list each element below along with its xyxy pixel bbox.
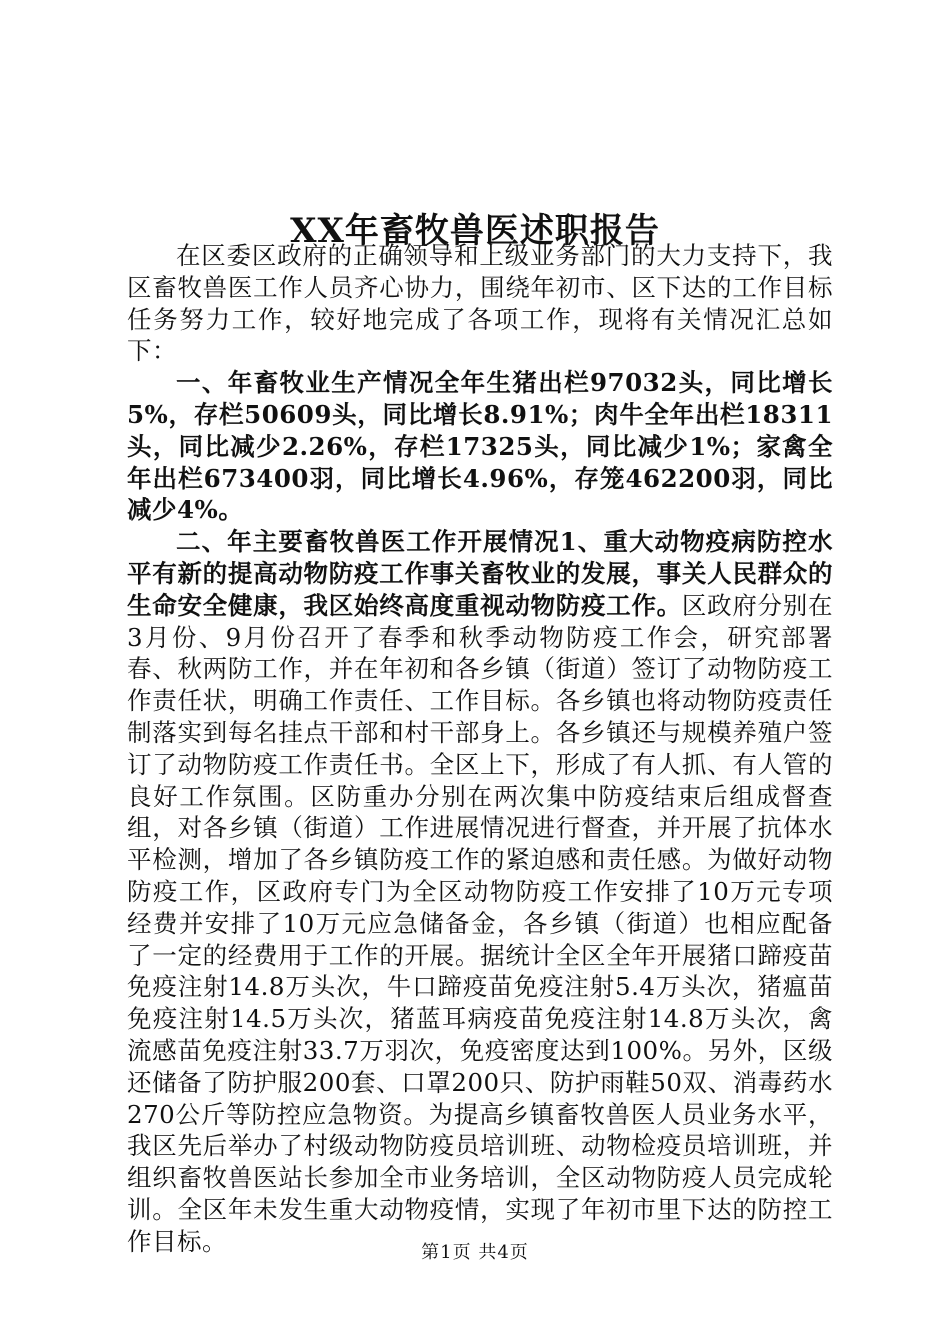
document-title: XX年畜牧兽医述职报告 bbox=[290, 210, 660, 251]
section-2-paragraph bbox=[127, 526, 833, 1257]
section-2-body: 区政府分别在3月份、9月份召开了春季和秋季动物防疫工作会，研究部署春、秋两防工作，并在年初和各乡镇（街道）签订了动物防疫工作责任状，明确工作责任、工作目标。各乡镇也将动物防疫责任制落实到每名挂点干部和村干部身上。各乡镇还与规模养殖户签订了动物防疫工作责任书。全区上下，形成了有人抓、有人管的良好工作氛围。区防重办分别在两次集中防疫结束后组成督查组，对各乡镇（街道）工作进展情况进行督查，并开展了抗体水平检测，增加了各乡镇防疫工作的紧迫感和责任感。为做好动物防疫工作，区政府专门为全区动物防疫工作安排了10万元专项经费并安排了10万元应急储备金，各乡镇（街道）也相应配备了一定的经费用于工作的开展。据统计全区全年开展猪口蹄疫苗免疫注射14.8万头次，牛口蹄疫苗免疫注射5.4万头次，猪瘟苗免疫注射14.5万头次，猪蓝耳病疫苗免疫注射14.8万头次，禽流感苗免疫注射33.7万羽次，免疫密度达到100%。另外，区级还储备了防护服200套、口罩200只、防护雨鞋50双、消毒药水270公斤等防控应急物资。为提高乡镇畜牧兽医人员业务水平，我区先后举办了村级动物防疫员培训班、动物检疫员培训班，并组织畜牧兽医站长参加全市业务培训，全区动物防疫人员完成轮训。全区年未发生重大动物疫情，实现了年初市里下达的防控工作目标。 bbox=[127, 590, 834, 1256]
page-footer: 第1页 共4页 bbox=[421, 1242, 529, 1263]
section-1-paragraph: 一、年畜牧业生产情况全年生猪出栏97032头，同比增长5%，存栏50609头，同比增长8.91%；肉牛全年出栏18311头，同比减少2.26%，存栏17325头，同比减少1%；家禽全年出栏673400羽，同比增长4.96%，存笼462200羽，同比减少4%。 bbox=[127, 368, 833, 525]
document-body bbox=[127, 240, 833, 1258]
intro-paragraph: 在区委区政府的正确领导和上级业务部门的大力支持下，我区畜牧兽医工作人员齐心协力，围绕年初市、区下达的工作目标任务努力工作，较好地完成了各项工作，现将有关情况汇总如下： bbox=[127, 241, 833, 366]
section-2-heading: 二、年主要畜牧兽医工作开展情况1、重大动物疫病防控水平有新的提高动物防疫工作事关畜牧业的发展，事关人民群众的生命安全健康，我区始终高度重视动物防疫工作。 bbox=[127, 527, 833, 620]
